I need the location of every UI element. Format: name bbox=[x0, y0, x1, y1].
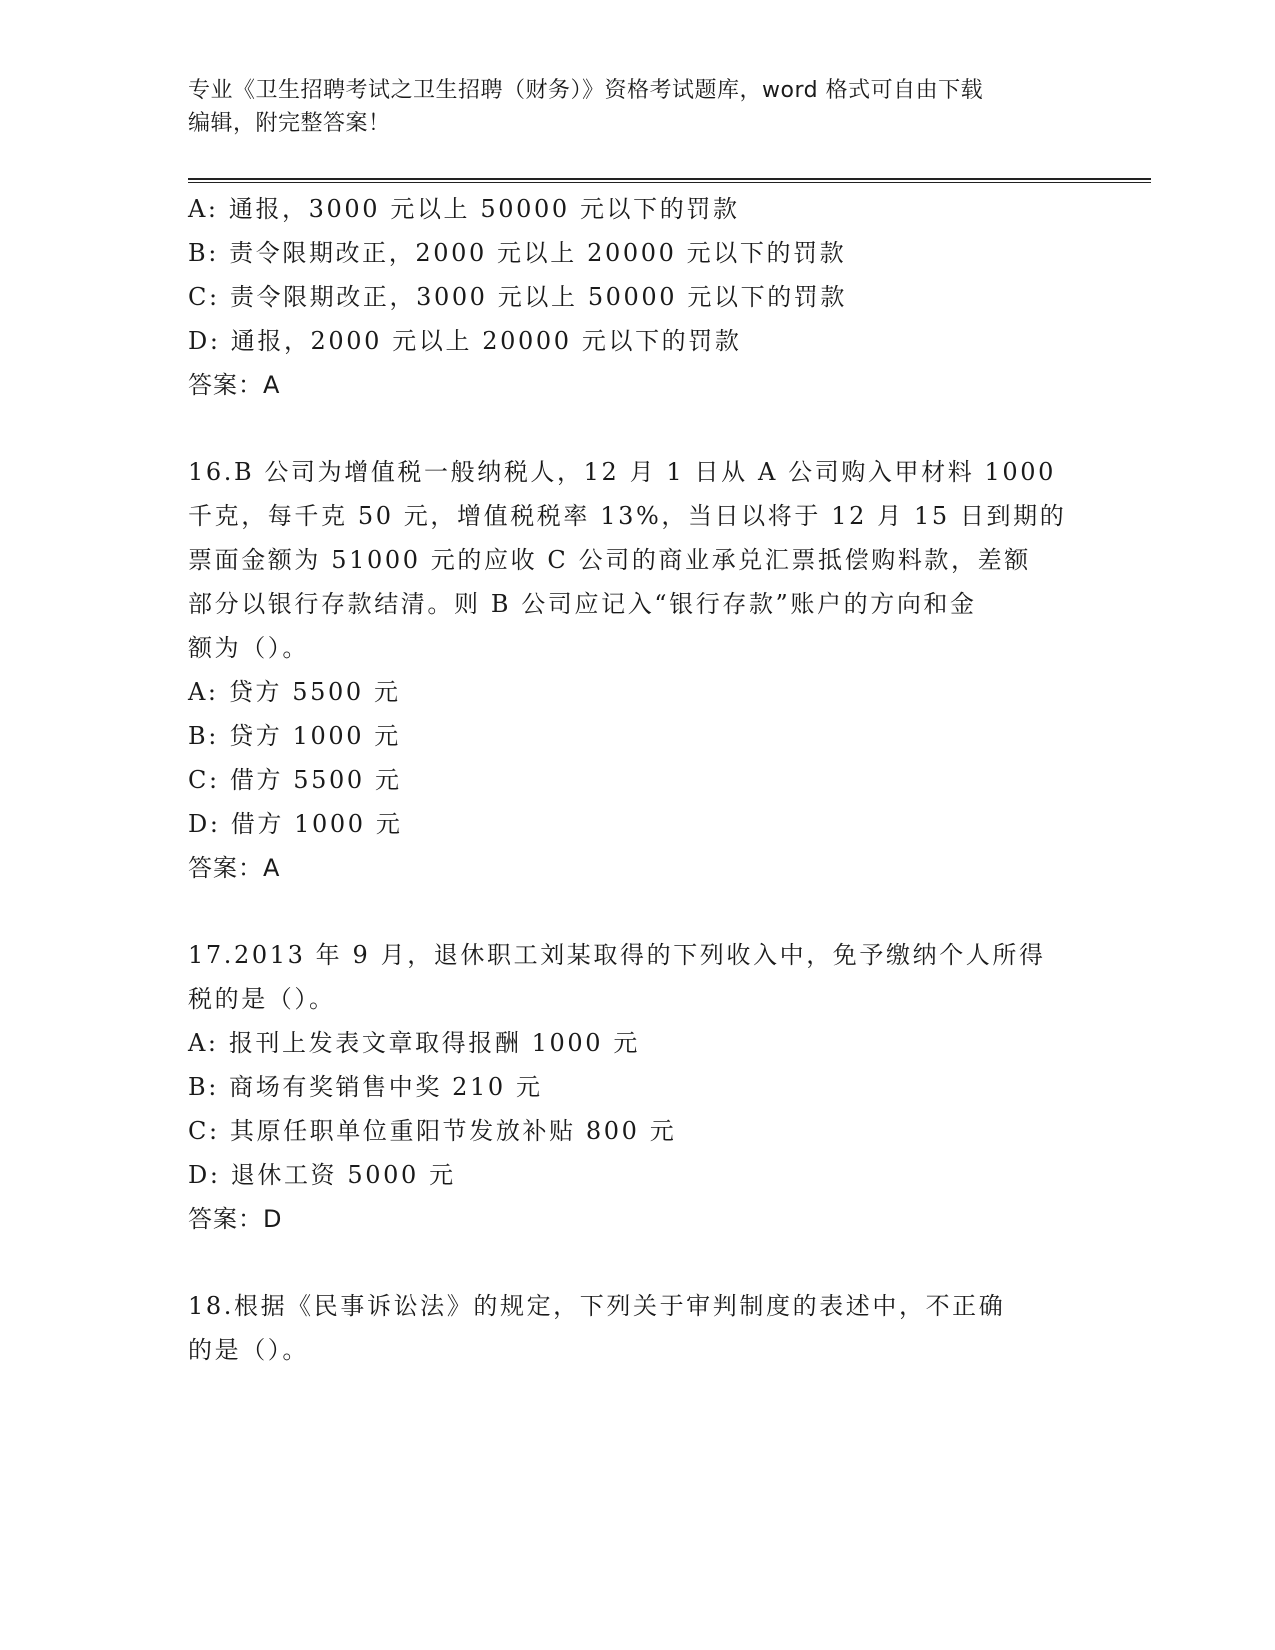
q17-stem-line-1: 17.2013 年 9 月，退休职工刘某取得的下列收入中，免予缴纳个人所得 bbox=[188, 941, 1046, 969]
q16-stem-line-1: 16.B 公司为增值税一般纳税人，12 月 1 日从 A 公司购入甲材料 1000 bbox=[188, 458, 1057, 486]
q16-option-a: A: 贷方 5500 元 bbox=[188, 678, 401, 706]
header-divider-thin bbox=[188, 182, 1151, 183]
q18-stem-line-2: 的是（）。 bbox=[188, 1336, 309, 1364]
q15-option-c: C: 责令限期改正，3000 元以上 50000 元以下的罚款 bbox=[188, 283, 847, 311]
q16-option-c: C: 借方 5500 元 bbox=[188, 766, 402, 794]
q16-stem-line-4: 部分以银行存款结清。则 B 公司应记入“银行存款”账户的方向和金 bbox=[188, 590, 977, 618]
q16-option-b: B: 贷方 1000 元 bbox=[188, 722, 401, 750]
q15-option-b: B: 责令限期改正，2000 元以上 20000 元以下的罚款 bbox=[188, 239, 847, 267]
q17-option-a: A: 报刊上发表文章取得报酬 1000 元 bbox=[188, 1029, 640, 1057]
header-line-1: 专业《卫生招聘考试之卫生招聘（财务）》资格考试题库，word 格式可自由下载 bbox=[188, 78, 984, 103]
q15-answer: 答案：A bbox=[188, 371, 281, 399]
q17-stem-line-2: 税的是（）。 bbox=[188, 985, 336, 1013]
q16-option-d: D: 借方 1000 元 bbox=[188, 810, 403, 838]
q16-stem-line-3: 票面金额为 51000 元的应收 C 公司的商业承兑汇票抵偿购料款，差额 bbox=[188, 546, 1031, 574]
q16-stem-line-5: 额为（）。 bbox=[188, 634, 309, 662]
document-header bbox=[188, 74, 1088, 140]
q15-option-a: A: 通报，3000 元以上 50000 元以下的罚款 bbox=[188, 195, 740, 223]
q18-stem-line-1: 18.根据《民事诉讼法》的规定，下列关于审判制度的表述中，不正确 bbox=[188, 1292, 1006, 1320]
q16-stem-line-2: 千克，每千克 50 元，增值税税率 13%，当日以将于 12 月 15 日到期的 bbox=[188, 502, 1067, 530]
q15-option-d: D: 通报，2000 元以上 20000 元以下的罚款 bbox=[188, 327, 742, 355]
q17-answer: 答案：D bbox=[188, 1205, 283, 1233]
q17-option-d: D: 退休工资 5000 元 bbox=[188, 1161, 456, 1189]
q16-answer: 答案：A bbox=[188, 854, 281, 882]
q17-option-c: C: 其原任职单位重阳节发放补贴 800 元 bbox=[188, 1117, 677, 1145]
header-divider bbox=[188, 178, 1151, 180]
header-line-2: 编辑，附完整答案！ bbox=[188, 111, 391, 136]
q17-option-b: B: 商场有奖销售中奖 210 元 bbox=[188, 1073, 543, 1101]
